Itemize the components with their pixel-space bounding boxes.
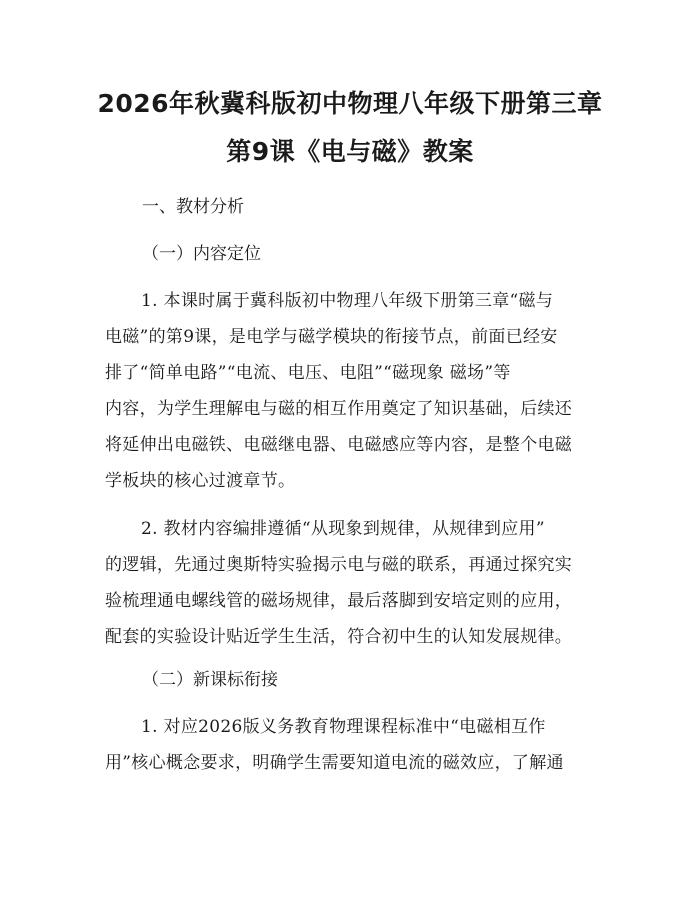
paragraph-line: 1. 本课时属于冀科版初中物理八年级下册第三章“磁与 [141,291,554,311]
paragraph-line: 2. 教材内容编排遵循“从现象到规律，从规律到应用” [141,519,545,539]
paragraph-line: 1. 对应2026版义务教育物理课程标准中“电磁相互作 [141,717,546,737]
paragraph-line: 验梳理通电螺线管的磁场规律，最后落脚到安培定则的应用， [105,591,573,611]
paragraph-line: 用”核心概念要求，明确学生需要知道电流的磁效应，了解通 [105,753,564,773]
paragraph-line: 内容，为学生理解电与磁的相互作用奠定了知识基础，后续还 [105,399,573,419]
paragraph-1 [105,283,597,499]
subsection-heading-content-positioning: （一）内容定位 [142,244,261,264]
paragraph-line: 电磁”的第9课，是电学与磁学模块的衔接节点，前面已经安 [105,327,558,347]
section-heading-textbook-analysis: 一、教材分析 [142,197,244,217]
document-title-line-2: 第9课《电与磁》教案 [226,137,474,166]
paragraph-line: 的逻辑，先通过奥斯特实验揭示电与磁的联系，再通过探究实 [105,555,573,575]
document-title-line-1: 2026年秋冀科版初中物理八年级下册第三章 [97,89,603,118]
paragraph-3 [105,709,597,781]
paragraph-line: 学板块的核心过渡章节。 [105,471,296,491]
paragraph-line: 将延伸出电磁铁、电磁继电器、电磁感应等内容，是整个电磁 [105,435,573,455]
paragraph-line: 配套的实验设计贴近学生生活，符合初中生的认知发展规律。 [105,627,573,647]
subsection-heading-curriculum-link: （二）新课标衔接 [142,670,278,690]
paragraph-2 [105,511,597,655]
paragraph-line: 排了“简单电路”“电流、电压、电阻”“磁现象 磁场”等 [105,363,511,383]
